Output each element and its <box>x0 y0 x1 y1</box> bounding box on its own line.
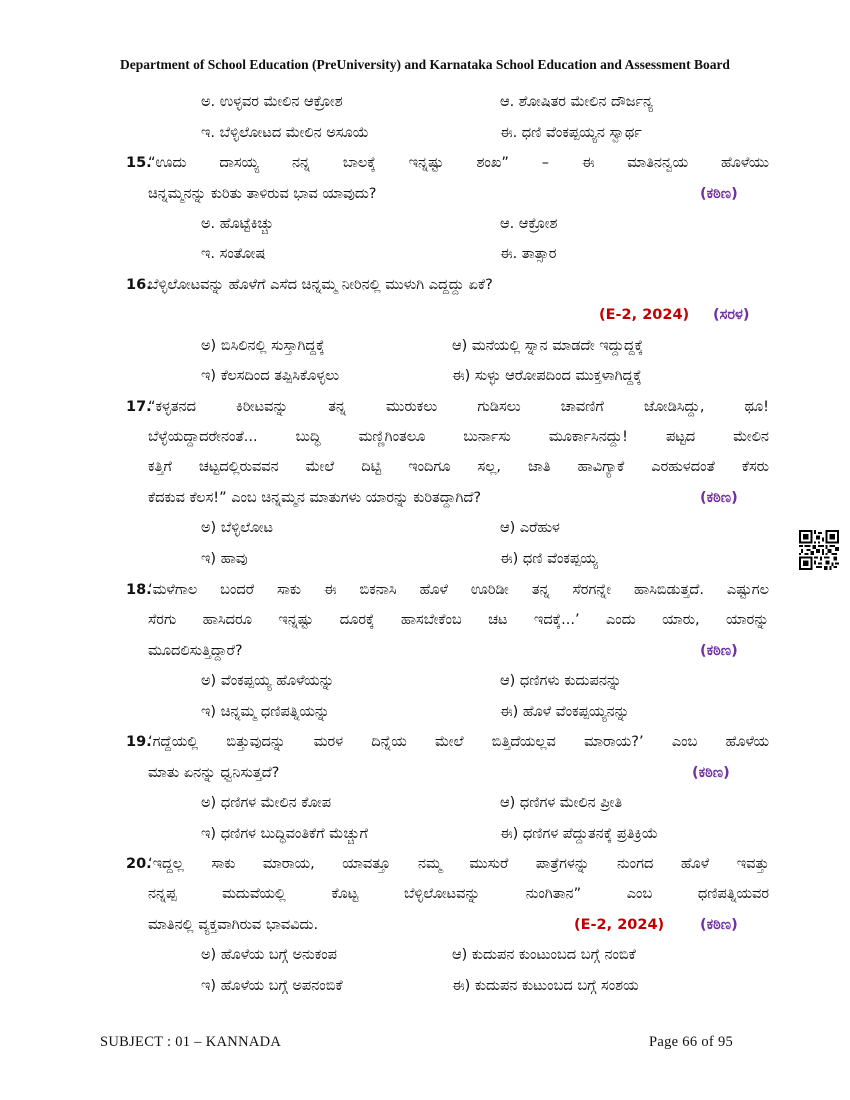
q18-number: 18. <box>126 582 152 598</box>
q17-option-c: ಇ) ಹಾವು <box>201 551 248 567</box>
footer-page-number: Page 66 of 95 <box>649 1034 734 1050</box>
qr-code-icon <box>799 530 839 570</box>
q19-difficulty: (ಕಠಿಣ) <box>692 765 730 781</box>
q20-difficulty: (ಕಠಿಣ) <box>700 917 738 933</box>
q17-text-line4: ಕೆದಕುವ ಕೆಲಸ!” ಎಂಬ ಚಿನ್ನಮ್ಮನ ಮಾತುಗಳು ಯಾರನ್ನು ಕುರಿತದ್ದಾಗಿದೆ? <box>148 490 482 506</box>
q20-text-line3: ಮಾತಿನಲ್ಲಿ ವ್ಯಕ್ತವಾಗಿರುವ ಭಾವವಿದು. <box>148 917 319 933</box>
q19-option-a: ಅ) ಧಣಿಗಳ ಮೇಲಿನ ಕೋಪ <box>201 795 332 811</box>
q17-option-d: ಈ) ಧಣಿ ವೆಂಕಪ್ಪಯ್ಯ <box>500 551 598 567</box>
q14-option-c: ಇ. ಬೆಳ್ಳಿಲೋಟದ ಮೇಲಿನ ಅಸೂಯೆ <box>201 125 369 141</box>
q17-number: 17. <box>126 399 152 415</box>
q20-option-a: ಅ) ಹೊಳೆಯ ಬಗ್ಗೆ ಅನುಕಂಪ <box>201 947 337 963</box>
q14-option-a: ಅ. ಉಳ್ಳವರ ಮೇಲಿನ ಆಕ್ರೋಶ <box>201 94 343 110</box>
q20-option-d: ಈ) ಕುದುಪನ ಕುಟುಂಬದ ಬಗ್ಗೆ ಸಂಶಯ <box>452 978 639 994</box>
q18-option-c: ಇ) ಚಿನ್ನಮ್ಮ ಧಣಿಪತ್ನಿಯನ್ನು <box>201 704 330 720</box>
q18-option-b: ಆ) ಧಣಿಗಳು ಕುದುಪನನ್ನು <box>500 673 622 689</box>
q15-difficulty: (ಕಠಿಣ) <box>700 186 738 202</box>
q17-difficulty: (ಕಠಿಣ) <box>700 490 738 506</box>
q16-difficulty: (ಸರಳ) <box>713 307 750 323</box>
q20-number: 20. <box>126 856 152 872</box>
q15-option-a: ಅ. ಹೊಟ್ಟೆಕಿಚ್ಚು <box>201 216 274 232</box>
q19-option-b: ಆ) ಧಣಿಗಳ ಮೇಲಿನ ಪ್ರೀತಿ <box>500 795 623 811</box>
q16-exam-tag: (E-2, 2024) <box>599 307 690 323</box>
q19-text-line1: ‘ಗದ್ದೆಯಲ್ಲಿ ಬಿತ್ತುವುದನ್ನು ಮರಳ ದಿನ್ನೆಯ ಮೇಲೆ ಬಿತ್ತಿದೆಯಲ್ಲವ ಮಾರಾಯ?’ ಎಂಬ ಹೊಳೆಯ <box>148 734 769 750</box>
q14-option-b: ಆ. ಶೋಷಿತರ ಮೇಲಿನ ದೌರ್ಜನ್ಯ <box>500 94 654 110</box>
q15-option-c: ಇ. ಸಂತೋಷ <box>201 246 266 262</box>
q20-exam-tag: (E-2, 2024) <box>574 917 665 933</box>
q18-option-d: ಈ) ಹೊಳೆ ವೆಂಕಪ್ಪಯ್ಯನನ್ನು <box>500 704 630 720</box>
q20-text-line2: ನನ್ನಪ್ಪ ಮದುವೆಯಲ್ಲಿ ಕೊಟ್ಟ ಬೆಳ್ಳಿಲೋಟವನ್ನು ನುಂಗಿತಾನ” ಎಂಬ ಧಣಿಪತ್ನಿಯವರ <box>148 886 769 902</box>
q17-text-line2: ಬೆಳ್ಳೆಯದ್ದಾದರೇನಂತೆ... ಬುದ್ಧಿ ಮಣ್ಣಿಗಿಂತಲೂ ಬುರ್ನಾಸು ಮೂರ್ಕಾಸಿನದ್ದು! ಪಟ್ಟದ ಮೇಲಿನ <box>148 429 769 445</box>
q18-text-line2: ಸೆರಗು ಹಾಸಿದರೂ ಇನ್ನಷ್ಟು ದೂರಕ್ಕೆ ಹಾಸಬೇಕೆಂಬ ಚಟ ಇದಕ್ಕೆ...’ ಎಂದು ಯಾರು, ಯಾರನ್ನು <box>148 612 769 628</box>
q18-difficulty: (ಕಠಿಣ) <box>700 643 738 659</box>
q17-text-line1: “ಕಳ್ಳತನದ ಕಿರೀಟವನ್ನು ತನ್ನ ಮುರುಕಲು ಗುಡಿಸಲು ಚಾವಣಿಗೆ ಜೋಡಿಸಿದ್ದು, ಥೂ! <box>148 399 769 415</box>
q14-option-d: ಈ. ಧಣಿ ವೆಂಕಪ್ಪಯ್ಯನ ಸ್ವಾರ್ಥ <box>500 125 642 141</box>
q16-option-d: ಈ) ಸುಳ್ಳು ಆರೋಪದಿಂದ ಮುಕ್ತಳಾಗಿದ್ದಕ್ಕೆ <box>452 368 642 384</box>
q15-option-d: ಈ. ತಾತ್ಸಾರ <box>500 246 557 262</box>
q16-text-line1: ಬೆಳ್ಳಿಲೋಟವನ್ನು ಹೊಳೆಗೆ ಎಸೆದ ಚಿನ್ನಮ್ಮ ನೀರಿನಲ್ಲಿ ಮುಳುಗಿ ಎದ್ದದ್ದು ಏಕೆ? <box>148 277 493 293</box>
q15-number: 15. <box>126 155 152 171</box>
q19-text-line2: ಮಾತು ಏನನ್ನು ಧ್ವನಿಸುತ್ತದೆ? <box>148 765 280 781</box>
q17-option-b: ಆ) ಎರೆಹುಳ <box>500 520 560 536</box>
q18-option-a: ಅ) ವೆಂಕಪ್ಪಯ್ಯ ಹೊಳೆಯನ್ನು <box>201 673 335 689</box>
q17-text-line3: ಕತ್ತಿಗೆ ಚಟ್ಟದಲ್ಲಿರುವವನ ಮೇಲೆ ದಿಟ್ಟಿ ಇಂದಿಗೂ ಸಲ್ಲ, ಜಾತಿ ಹಾವಿಗ್ಯಾಕೆ ಎರಹುಳದಂತೆ ಕೆಸರು <box>148 459 769 475</box>
q15-option-b: ಆ. ಆಕ್ರೋಶ <box>500 216 558 232</box>
q16-option-a: ಅ) ಬಿಸಿಲಿನಲ್ಲಿ ಸುಸ್ತಾಗಿದ್ದಕ್ಕೆ <box>201 338 325 354</box>
q16-option-c: ಇ) ಕೆಲಸದಿಂದ ತಪ್ಪಿಸಿಕೊಳ್ಳಲು <box>201 368 340 384</box>
q18-text-line3: ಮೂದಲಿಸುತ್ತಿದ್ದಾರೆ? <box>148 643 243 659</box>
q20-option-b: ಆ) ಕುದುಪನ ಕುಂಟುಂಬದ ಬಗ್ಗೆ ನಂಬಿಕೆ <box>452 947 636 963</box>
q19-option-c: ಇ) ಧಣಿಗಳ ಬುದ್ಧಿವಂತಿಕೆಗೆ ಮೆಚ್ಚುಗೆ <box>201 826 368 842</box>
q15-text-line2: ಚಿನ್ನಮ್ಮನನ್ನು ಕುರಿತು ತಾಳಿರುವ ಭಾವ ಯಾವುದು? <box>148 186 377 202</box>
q19-option-d: ಈ) ಧಣಿಗಳ ಪೆದ್ದುತನಕ್ಕೆ ಪ್ರತಿಕ್ರಿಯೆ <box>500 826 658 842</box>
q15-text-line1: “ಊದು ದಾಸಯ್ಯ ನನ್ನ ಬಾಲಕ್ಕೆ ಇನ್ನಷ್ಟು ಶಂಖ” – ಈ ಮಾತಿನನ್ವಯ ಹೊಳೆಯು <box>148 155 769 171</box>
q17-option-a: ಅ) ಬೆಳ್ಳಿಲೋಟ <box>201 520 273 536</box>
q20-option-c: ಇ) ಹೊಳೆಯ ಬಗ್ಗೆ ಅಪನಂಬಿಕೆ <box>201 978 343 994</box>
page-header: Department of School Education (PreUniversity) and Karnataka School Education and Assessment Board <box>120 57 730 72</box>
q16-number: 16. <box>126 277 152 293</box>
q19-number: 19. <box>126 734 152 750</box>
footer-subject: SUBJECT : 01 – KANNADA <box>100 1034 282 1050</box>
q16-option-b: ಆ) ಮನೆಯಲ್ಲಿ ಸ್ನಾನ ಮಾಡದೇ ಇದ್ದುದ್ದಕ್ಕೆ <box>452 338 644 354</box>
q18-text-line1: ‘ಮಳೆಗಾಲ ಬಂದರೆ ಸಾಕು ಈ ಬಿಕನಾಸಿ ಹೊಳೆ ಊರಿಡೀ ತನ್ನ ಸೆರಗನ್ನೇ ಹಾಸಿಬಿಡುತ್ತದೆ. ಎಷ್ಟುಗಲ <box>148 582 769 598</box>
q20-text-line1: ‘ಇದ್ದಲ್ಲ ಸಾಕು ಮಾರಾಯ, ಯಾವತ್ತೂ ನಮ್ಮ ಮುಸುರೆ ಪಾತ್ರೆಗಳನ್ನು ನುಂಗದ ಹೊಳೆ ಇವತ್ತು <box>148 856 769 872</box>
